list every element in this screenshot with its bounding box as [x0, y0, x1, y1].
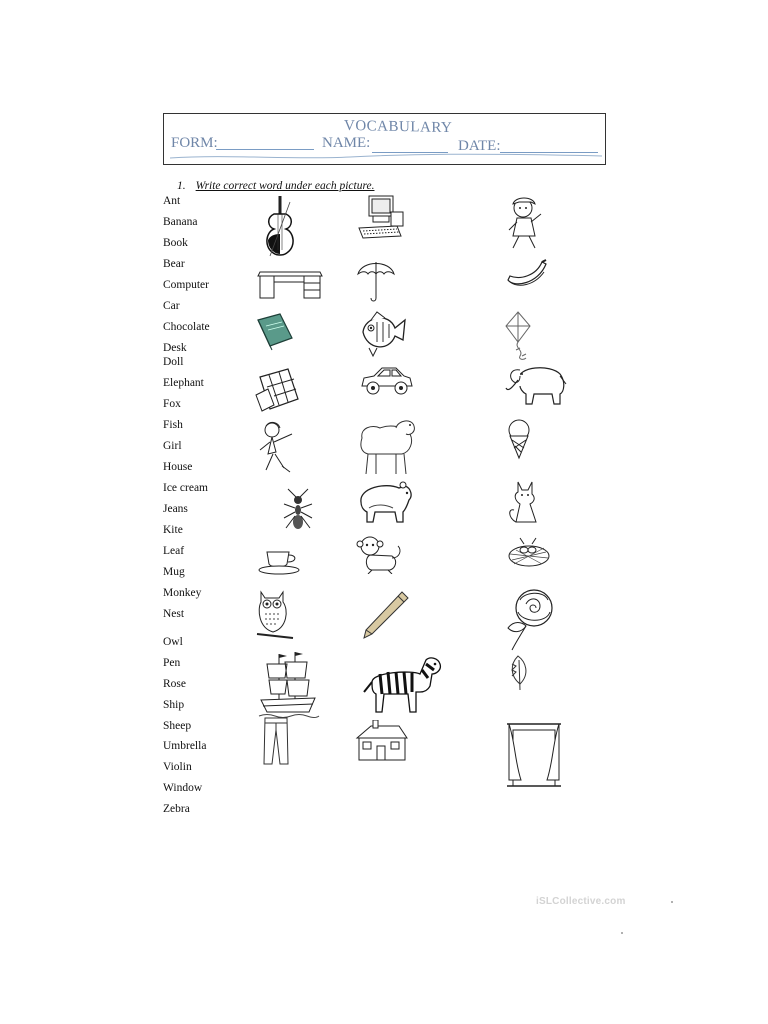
nest-picture [506, 534, 552, 572]
owl-picture [253, 588, 295, 642]
word-book: Book [163, 237, 188, 249]
word-umbrella: Umbrella [163, 740, 207, 752]
zebra-picture [360, 652, 444, 718]
ice-cream-picture [505, 418, 533, 460]
word-girl: Girl [163, 440, 182, 452]
form-label: FORM: [171, 135, 218, 151]
header-box [163, 113, 606, 165]
word-desk: Desk [163, 342, 187, 354]
word-car: Car [163, 300, 180, 312]
worksheet-title: VOCABULARY [344, 117, 453, 137]
umbrella-picture [356, 258, 396, 304]
word-zebra: Zebra [163, 803, 190, 815]
word-pen: Pen [163, 657, 181, 669]
word-violin: Violin [163, 761, 192, 773]
word-leaf: Leaf [163, 545, 185, 557]
word-owl: Owl [163, 636, 183, 648]
monkey-picture [356, 534, 404, 574]
book-picture [254, 312, 296, 352]
banana-picture [504, 258, 550, 290]
decorative-wave-line [170, 150, 602, 162]
elephant-picture [504, 358, 570, 408]
word-monkey: Monkey [163, 587, 202, 599]
sheep-picture [356, 416, 418, 476]
word-nest: Nest [163, 608, 185, 620]
rose-picture [504, 586, 562, 652]
ant-picture [280, 488, 316, 534]
footer-dot [621, 932, 623, 934]
instruction-text: Write correct word under each picture. [195, 180, 375, 192]
word-computer: Computer [163, 279, 209, 291]
word-jeans: Jeans [163, 503, 188, 515]
desk-picture [256, 266, 324, 300]
word-fish: Fish [163, 419, 183, 431]
word-chocolate: Chocolate [163, 321, 210, 333]
chocolate-picture [254, 365, 304, 413]
word-bear: Bear [163, 258, 185, 270]
word-ant: Ant [163, 195, 181, 207]
computer-picture [357, 194, 405, 244]
pen-picture [360, 588, 412, 642]
word-rose: Rose [163, 678, 186, 690]
watermark: iSLCollective.com [536, 896, 626, 907]
name-label: NAME: [322, 135, 371, 151]
kite-picture [504, 310, 534, 362]
word-window: Window [163, 782, 203, 794]
footer-dot [671, 901, 673, 903]
word-doll: Doll [163, 356, 184, 368]
girl-picture [256, 420, 302, 476]
leaf-picture [506, 654, 532, 692]
date-label: DATE: [458, 138, 501, 154]
car-picture [358, 364, 414, 398]
fox-picture [506, 478, 548, 528]
jeans-picture [262, 716, 290, 766]
house-picture [355, 720, 409, 762]
word-house: House [163, 461, 193, 473]
word-kite: Kite [163, 524, 183, 536]
instruction-number: 1. [177, 180, 186, 192]
word-sheep: Sheep [163, 720, 192, 732]
word-mug: Mug [163, 566, 185, 578]
word-fox: Fox [163, 398, 181, 410]
fish-picture [355, 308, 407, 360]
bear-picture [355, 478, 415, 528]
word-banana: Banana [163, 216, 198, 228]
instruction [177, 180, 374, 192]
violin-picture [262, 194, 298, 260]
word-ice-cream: Ice cream [163, 482, 209, 494]
window-picture [505, 722, 563, 790]
word-ship: Ship [163, 699, 185, 711]
ship-picture [257, 650, 321, 722]
word-elephant: Elephant [163, 377, 204, 389]
doll-picture [505, 194, 549, 250]
mug-picture [257, 548, 303, 576]
